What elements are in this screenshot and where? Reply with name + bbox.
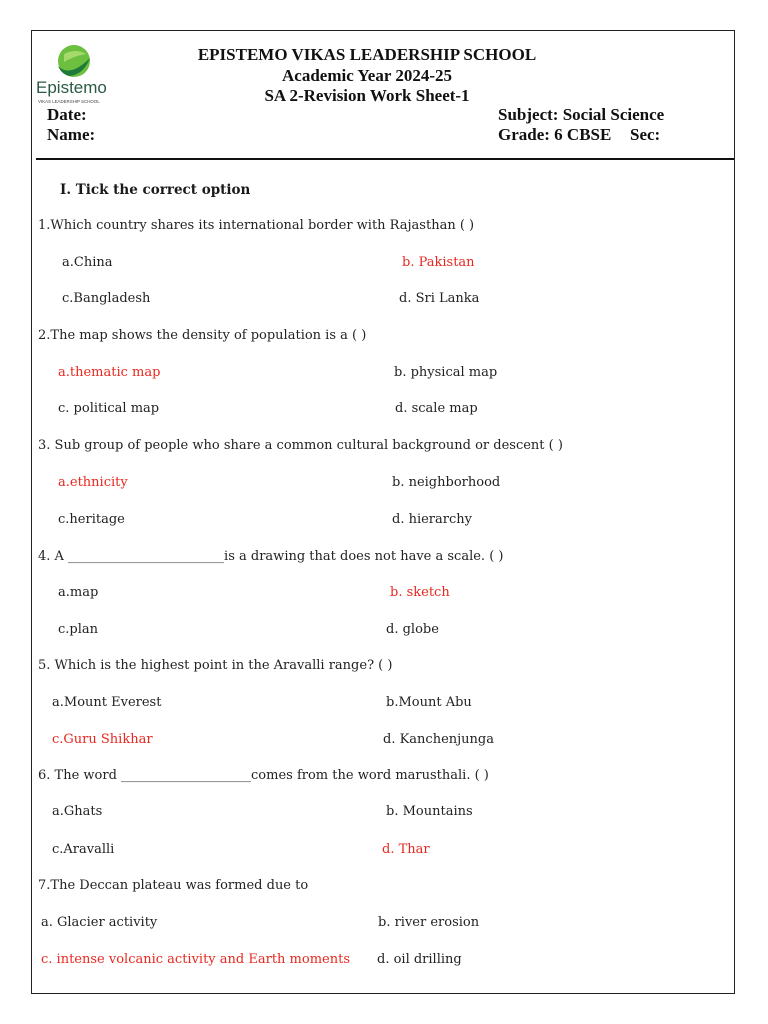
q6-option-b[interactable]: b. Mountains xyxy=(386,804,473,819)
question-7: 7.The Deccan plateau was formed due to xyxy=(38,878,309,893)
q4-option-c[interactable]: c.plan xyxy=(58,622,99,637)
q4-option-a[interactable]: a.map xyxy=(58,585,99,600)
q6-option-a[interactable]: a.Ghats xyxy=(52,804,103,819)
q1-option-d[interactable]: d. Sri Lanka xyxy=(399,291,480,306)
q4-option-d[interactable]: d. globe xyxy=(386,622,439,637)
question-6: 6. The word ____________________comes from the word marusthali. ( ) xyxy=(38,768,489,783)
academic-year: Academic Year 2024-25 xyxy=(282,66,452,85)
name-field: Name: xyxy=(47,125,96,144)
question-3: 3. Sub group of people who share a common cultural background or descent ( ) xyxy=(38,438,563,453)
q5-option-b[interactable]: b.Mount Abu xyxy=(386,695,472,710)
q7-option-c[interactable]: c. intense volcanic activity and Earth moments xyxy=(41,952,350,967)
q1-option-b[interactable]: b. Pakistan xyxy=(402,255,475,270)
school-logo xyxy=(34,44,118,106)
q5-option-a[interactable]: a.Mount Everest xyxy=(52,695,162,710)
q3-option-c[interactable]: c.heritage xyxy=(58,512,125,527)
q6-option-c[interactable]: c.Aravalli xyxy=(52,842,115,857)
q3-option-b[interactable]: b. neighborhood xyxy=(392,475,501,490)
school-name: EPISTEMO VIKAS LEADERSHIP SCHOOL xyxy=(197,45,537,64)
q1-option-a[interactable]: a.China xyxy=(62,255,113,270)
q2-option-b[interactable]: b. physical map xyxy=(394,365,498,380)
logo-text: Epistemo xyxy=(36,78,107,97)
sheet-title: SA 2-Revision Work Sheet-1 xyxy=(264,86,470,105)
q7-option-a[interactable]: a. Glacier activity xyxy=(41,915,158,930)
section-field: Sec: xyxy=(630,125,661,144)
q4-option-b[interactable]: b. sketch xyxy=(390,585,450,600)
logo-subtext: VIKAS LEADERSHIP SCHOOL xyxy=(38,99,100,104)
question-2: 2.The map shows the density of population is a ( ) xyxy=(38,328,367,343)
q5-option-d[interactable]: d. Kanchenjunga xyxy=(383,732,494,747)
q5-option-c[interactable]: c.Guru Shikhar xyxy=(52,732,153,747)
q2-option-c[interactable]: c. political map xyxy=(58,401,160,416)
grade-field: Grade: 6 CBSE xyxy=(498,125,612,144)
q7-option-d[interactable]: d. oil drilling xyxy=(377,952,462,967)
date-field: Date: xyxy=(47,105,87,124)
question-5: 5. Which is the highest point in the Aravalli range? ( ) xyxy=(38,658,393,673)
q7-option-b[interactable]: b. river erosion xyxy=(378,915,480,930)
question-4: 4. A ________________________is a drawing that does not have a scale. ( ) xyxy=(38,549,504,564)
q3-option-d[interactable]: d. hierarchy xyxy=(392,512,472,527)
question-1: 1.Which country shares its international border with Rajasthan ( ) xyxy=(38,218,475,233)
q3-option-a[interactable]: a.ethnicity xyxy=(58,475,128,490)
q6-option-d[interactable]: d. Thar xyxy=(382,842,430,857)
q2-option-d[interactable]: d. scale map xyxy=(395,401,478,416)
header-divider xyxy=(36,158,734,160)
subject-field: Subject: Social Science xyxy=(498,105,665,124)
section-title: I. Tick the correct option xyxy=(60,182,251,198)
q1-option-c[interactable]: c.Bangladesh xyxy=(62,291,151,306)
q2-option-a[interactable]: a.thematic map xyxy=(58,365,161,380)
